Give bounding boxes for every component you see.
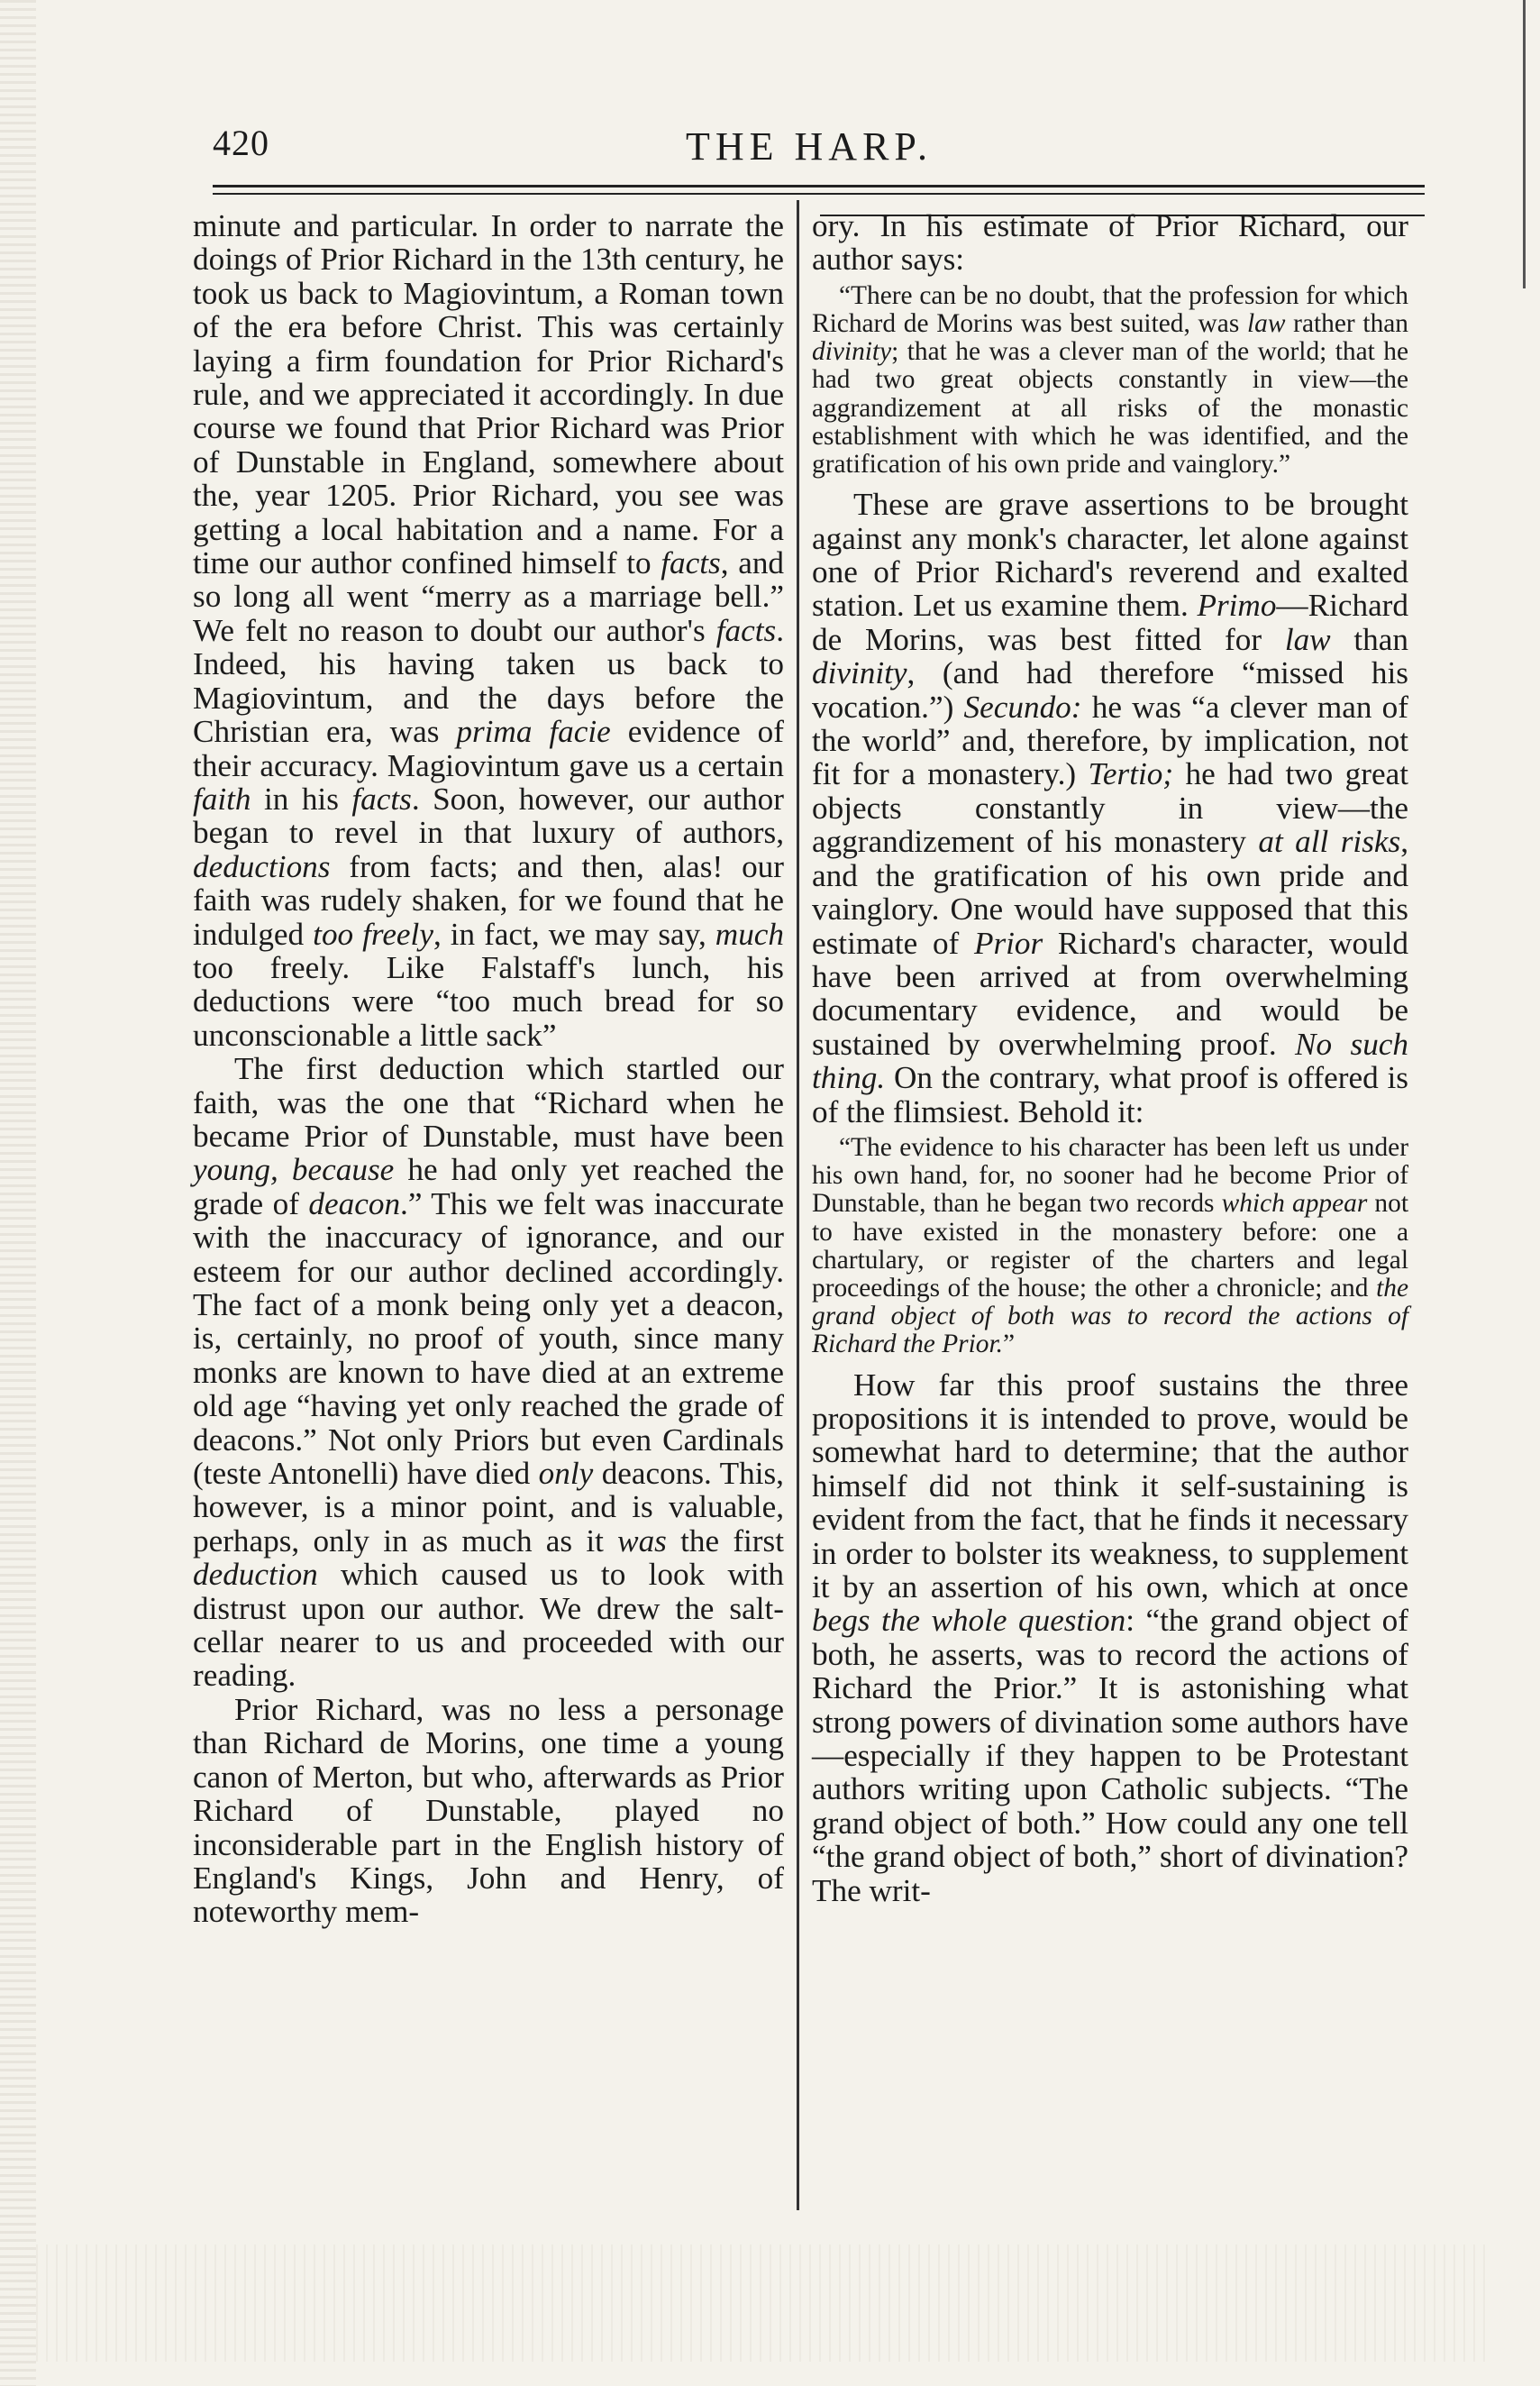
running-title: THE HARP. — [686, 124, 934, 169]
left-column — [193, 209, 784, 1929]
header-rule-double — [213, 193, 1425, 195]
paragraph: ory. In his estimate of Prior Richard, our author says: — [812, 208, 1408, 278]
paragraph: The first deduction which startled our faith, was the one that “Richard when he became Prior of Dunstable, must have been young, because he had only yet reached the grade of deacon.” This we felt was inaccurate with the inaccuracy of ignorance, and our esteem for our author declined accordingly. The fact of a monk being only yet a deacon, is, certainly, no proof of youth, since many monks are known to have died at an extreme old age “having yet only reached the grade of deacons.” Not only Priors but even Cardinals (teste Antonelli) have died only deacons. This, however, is a minor point, and is valuable, perhaps, only in as much as it was the first deduction which caused us to look with distrust upon our author. We drew the salt-cellar nearer to us and proceeded with our reading. — [193, 1051, 784, 1694]
column-divider — [797, 200, 799, 2210]
page-binding-edge — [0, 0, 36, 2386]
right-margin-rule — [1523, 0, 1526, 288]
paragraph: How far this proof sustains the three propositions it is intended to prove, would be somewhat hard to determine; that the author himself did not think it self-sustaining is evident from the fact, that he finds it necessary in order to bolster its weakness, to supplement it by an assertion of his own, which at once begs the whole question: “the grand object of both, he asserts, was to record the actions of Richard the Prior.” It is astonishing what strong powers of divination some authors have—especially if they happen to be Protestant authors writing upon Catholic subjects. “The grand object of both.” How could any one tell “the grand object of both,” short of divination? The writ- — [812, 1367, 1408, 1908]
page-bottom-margin — [36, 2244, 1486, 2362]
page-number: 420 — [213, 123, 269, 163]
header-rule — [213, 185, 1425, 187]
right-column — [812, 209, 1408, 1907]
page-header — [213, 122, 1425, 185]
block-quote: “The evidence to his character has been left us under his own hand, for, no sooner had he become Prior of Dunstable, than he began two records which appear not to have existed in the monastery before: one a chartulary, or register of the charters and legal proceedings of the house; the other a chronicle; and the grand object of both was to record the actions of Richard the Prior.” — [812, 1132, 1408, 1359]
paragraph: minute and particular. In order to narrate the doings of Prior Richard in the 13th century, he took us back to Magiovintum, a Roman town of the era before Christ. This was certainly laying a firm foundation for Prior Richard's rule, and we appreciated it accordingly. In due course we found that Prior Richard was Prior of Dunstable in England, somewhere about the, year 1205. Prior Richard, you see was getting a local habitation and a name. For a time our author confined himself to facts, and so long all went “merry as a marriage bell.” We felt no reason to doubt our author's facts. Indeed, his having taken us back to Magiovintum, and the days before the Christian era, was prima facie evidence of their accuracy. Magiovintum gave us a certain faith in his facts. Soon, however, our author began to revel in that luxury of authors, deductions from facts; and then, alas! our faith was rudely shaken, for we found that he indulged too freely, in fact, we may say, much too freely. Like Falstaff's lunch, his deductions were “too much bread for so unconscionable a little sack” — [193, 208, 785, 1053]
block-quote: “There can be no doubt, that the profession for which Richard de Morins was best suited, was law rather than divinity; that he was a clever man of the world; that he had two great objects constantly in view—the aggrandizement at all risks of the monastic establishment with which he was identified, and the gratification of his own pride and vainglory.” — [812, 280, 1409, 480]
paragraph: Prior Richard, was no less a personage than Richard de Morins, one time a young canon of Merton, but who, afterwards as Prior Richard of Dunstable, played no inconsiderable part in the English history of England's Kings, John and Henry, of noteworthy mem- — [193, 1691, 784, 1930]
paragraph: These are grave assertions to be brought against any monk's character, let alone against one of Prior Richard's reverend and exalted station. Let us examine them. Primo—Richard de Morins, was best fitted for law than divinity, (and had therefore “missed his vocation.”) Secundo: he was “a clever man of the world” and, therefore, by implication, not fit for a monastery.) Tertio; he had two great objects constantly in view—the aggrandizement of his monastery at all risks, and the gratification of his own pride and vainglory. One would have supposed that this estimate of Prior Richard's character, would have been arrived at from overwhelming documentary evidence, and would be sustained by overwhelming proof. No such thing. On the contrary, what proof is offered is of the flimsiest. Behold it: — [812, 487, 1409, 1129]
